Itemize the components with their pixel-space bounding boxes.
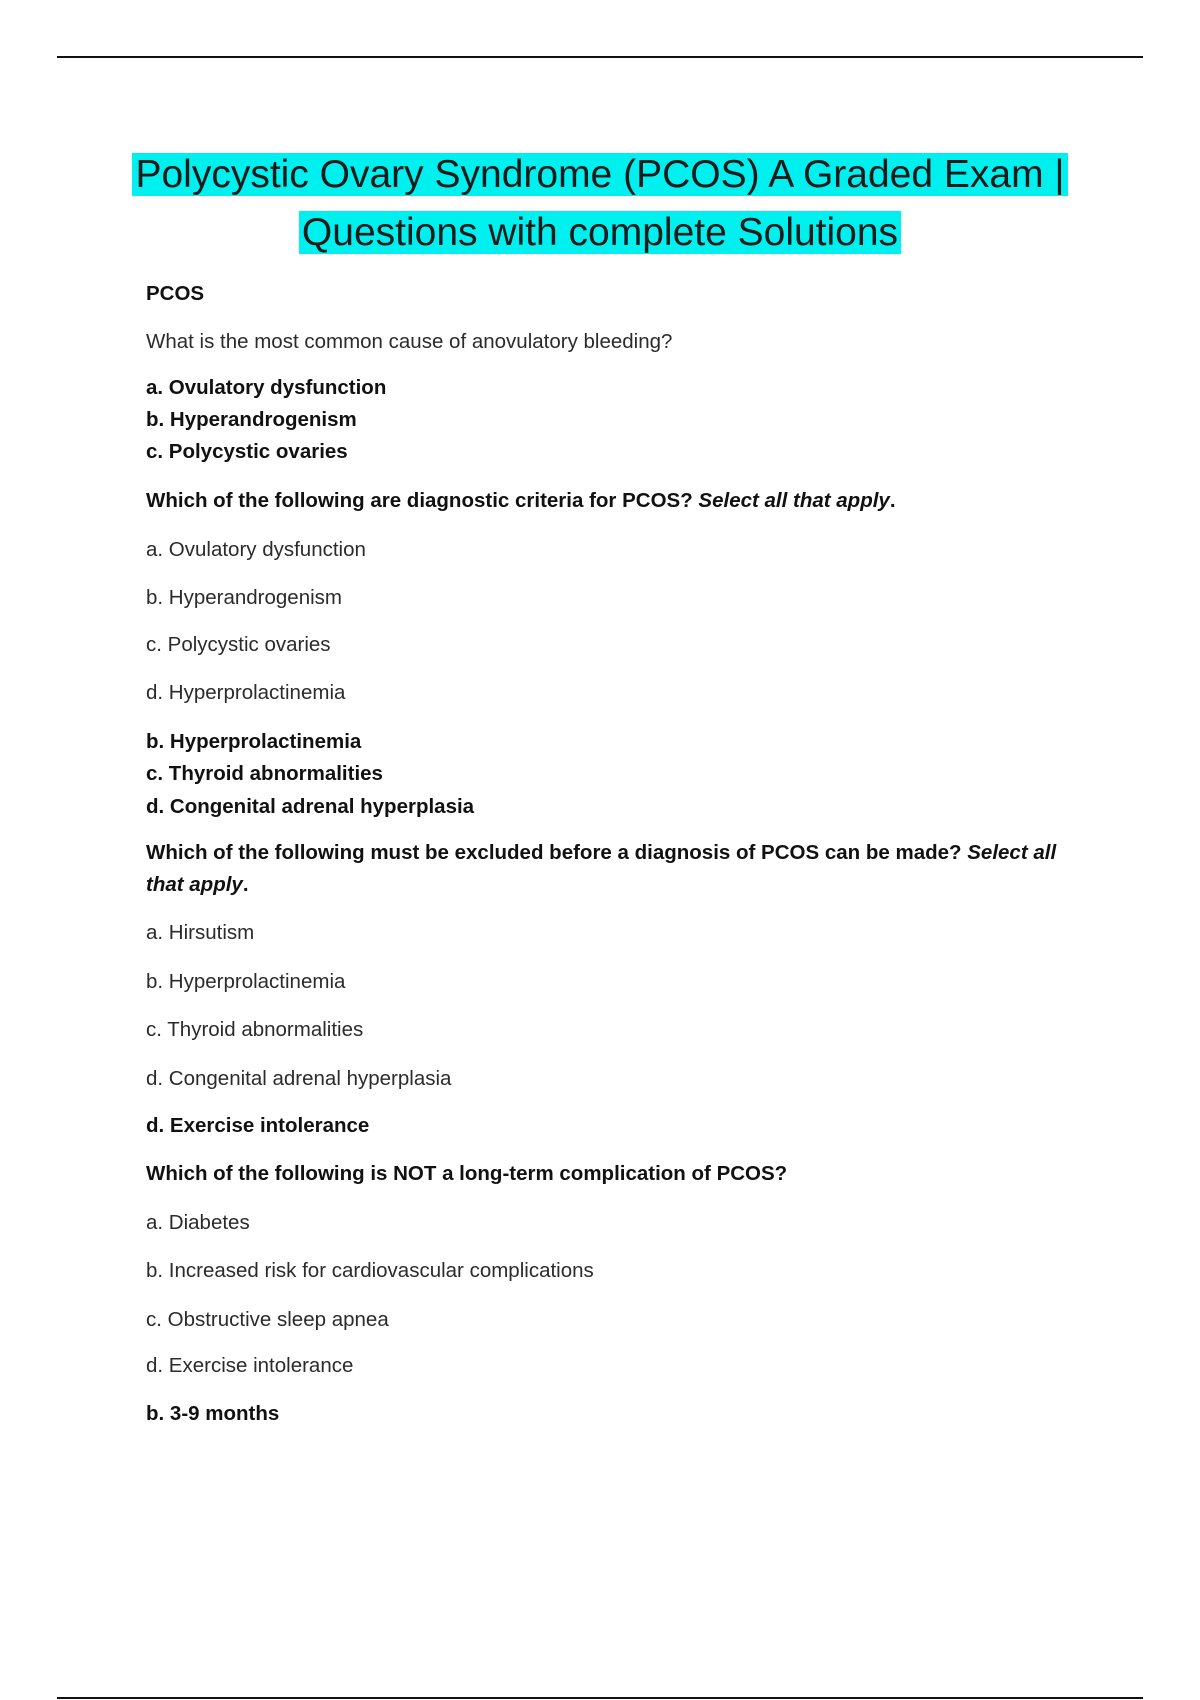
question-2-answer-2: c. Thyroid abnormalities [146,762,383,785]
question-2-period: . [889,489,896,512]
question-3-stem: Which of the following must be excluded before a diagnosis of PCOS can be made? [146,841,962,864]
section-label: PCOS [146,282,205,305]
question-2-answer-1: b. Hyperprolactinemia [146,730,362,753]
question-2-instruction: Select all that apply [698,489,890,512]
question-2-option-b: b. Hyperandrogenism [146,586,342,609]
question-3-period: . [242,873,249,896]
question-1-answer-3: c. Polycystic ovaries [146,440,348,463]
question-2-text [146,487,896,515]
question-2-option-a: a. Ovulatory dysfunction [146,538,366,561]
document-title [0,146,1200,262]
question-2-answer-3: d. Congenital adrenal hyperplasia [146,795,475,818]
title-line-1: Polycystic Ovary Syndrome (PCOS) A Graded Exam | [132,153,1067,196]
question-1-answer-1: a. Ovulatory dysfunction [146,376,387,399]
question-4-option-d: d. Exercise intolerance [146,1354,354,1377]
question-3-option-d: d. Congenital adrenal hyperplasia [146,1067,452,1090]
question-2-stem: Which of the following are diagnostic criteria for PCOS? [146,489,693,512]
question-1-text: What is the most common cause of anovulatory bleeding? [146,330,673,353]
question-3-instruction-line-2: that apply [146,873,243,896]
question-3-option-b: b. Hyperprolactinemia [146,970,346,993]
title-line-2: Questions with complete Solutions [299,211,901,254]
question-4-option-c: c. Obstructive sleep apnea [146,1308,389,1331]
question-3-option-c: c. Thyroid abnormalities [146,1018,364,1041]
bottom-rule [57,1697,1143,1699]
question-1-answer-2: b. Hyperandrogenism [146,408,357,431]
question-3-text-line-2 [146,871,249,899]
question-3-text-line-1 [146,839,1056,867]
question-4-answer-1: b. 3-9 months [146,1402,280,1425]
question-4-text: Which of the following is NOT a long-term complication of PCOS? [146,1162,788,1185]
question-2-option-c: c. Polycystic ovaries [146,633,331,656]
question-3-option-a: a. Hirsutism [146,921,255,944]
question-3-answer-1: d. Exercise intolerance [146,1114,370,1137]
top-rule [57,56,1143,58]
question-4-option-a: a. Diabetes [146,1211,250,1234]
question-3-instruction-line-1: Select all [967,841,1057,864]
question-4-option-b: b. Increased risk for cardiovascular complications [146,1259,594,1282]
question-2-option-d: d. Hyperprolactinemia [146,681,346,704]
